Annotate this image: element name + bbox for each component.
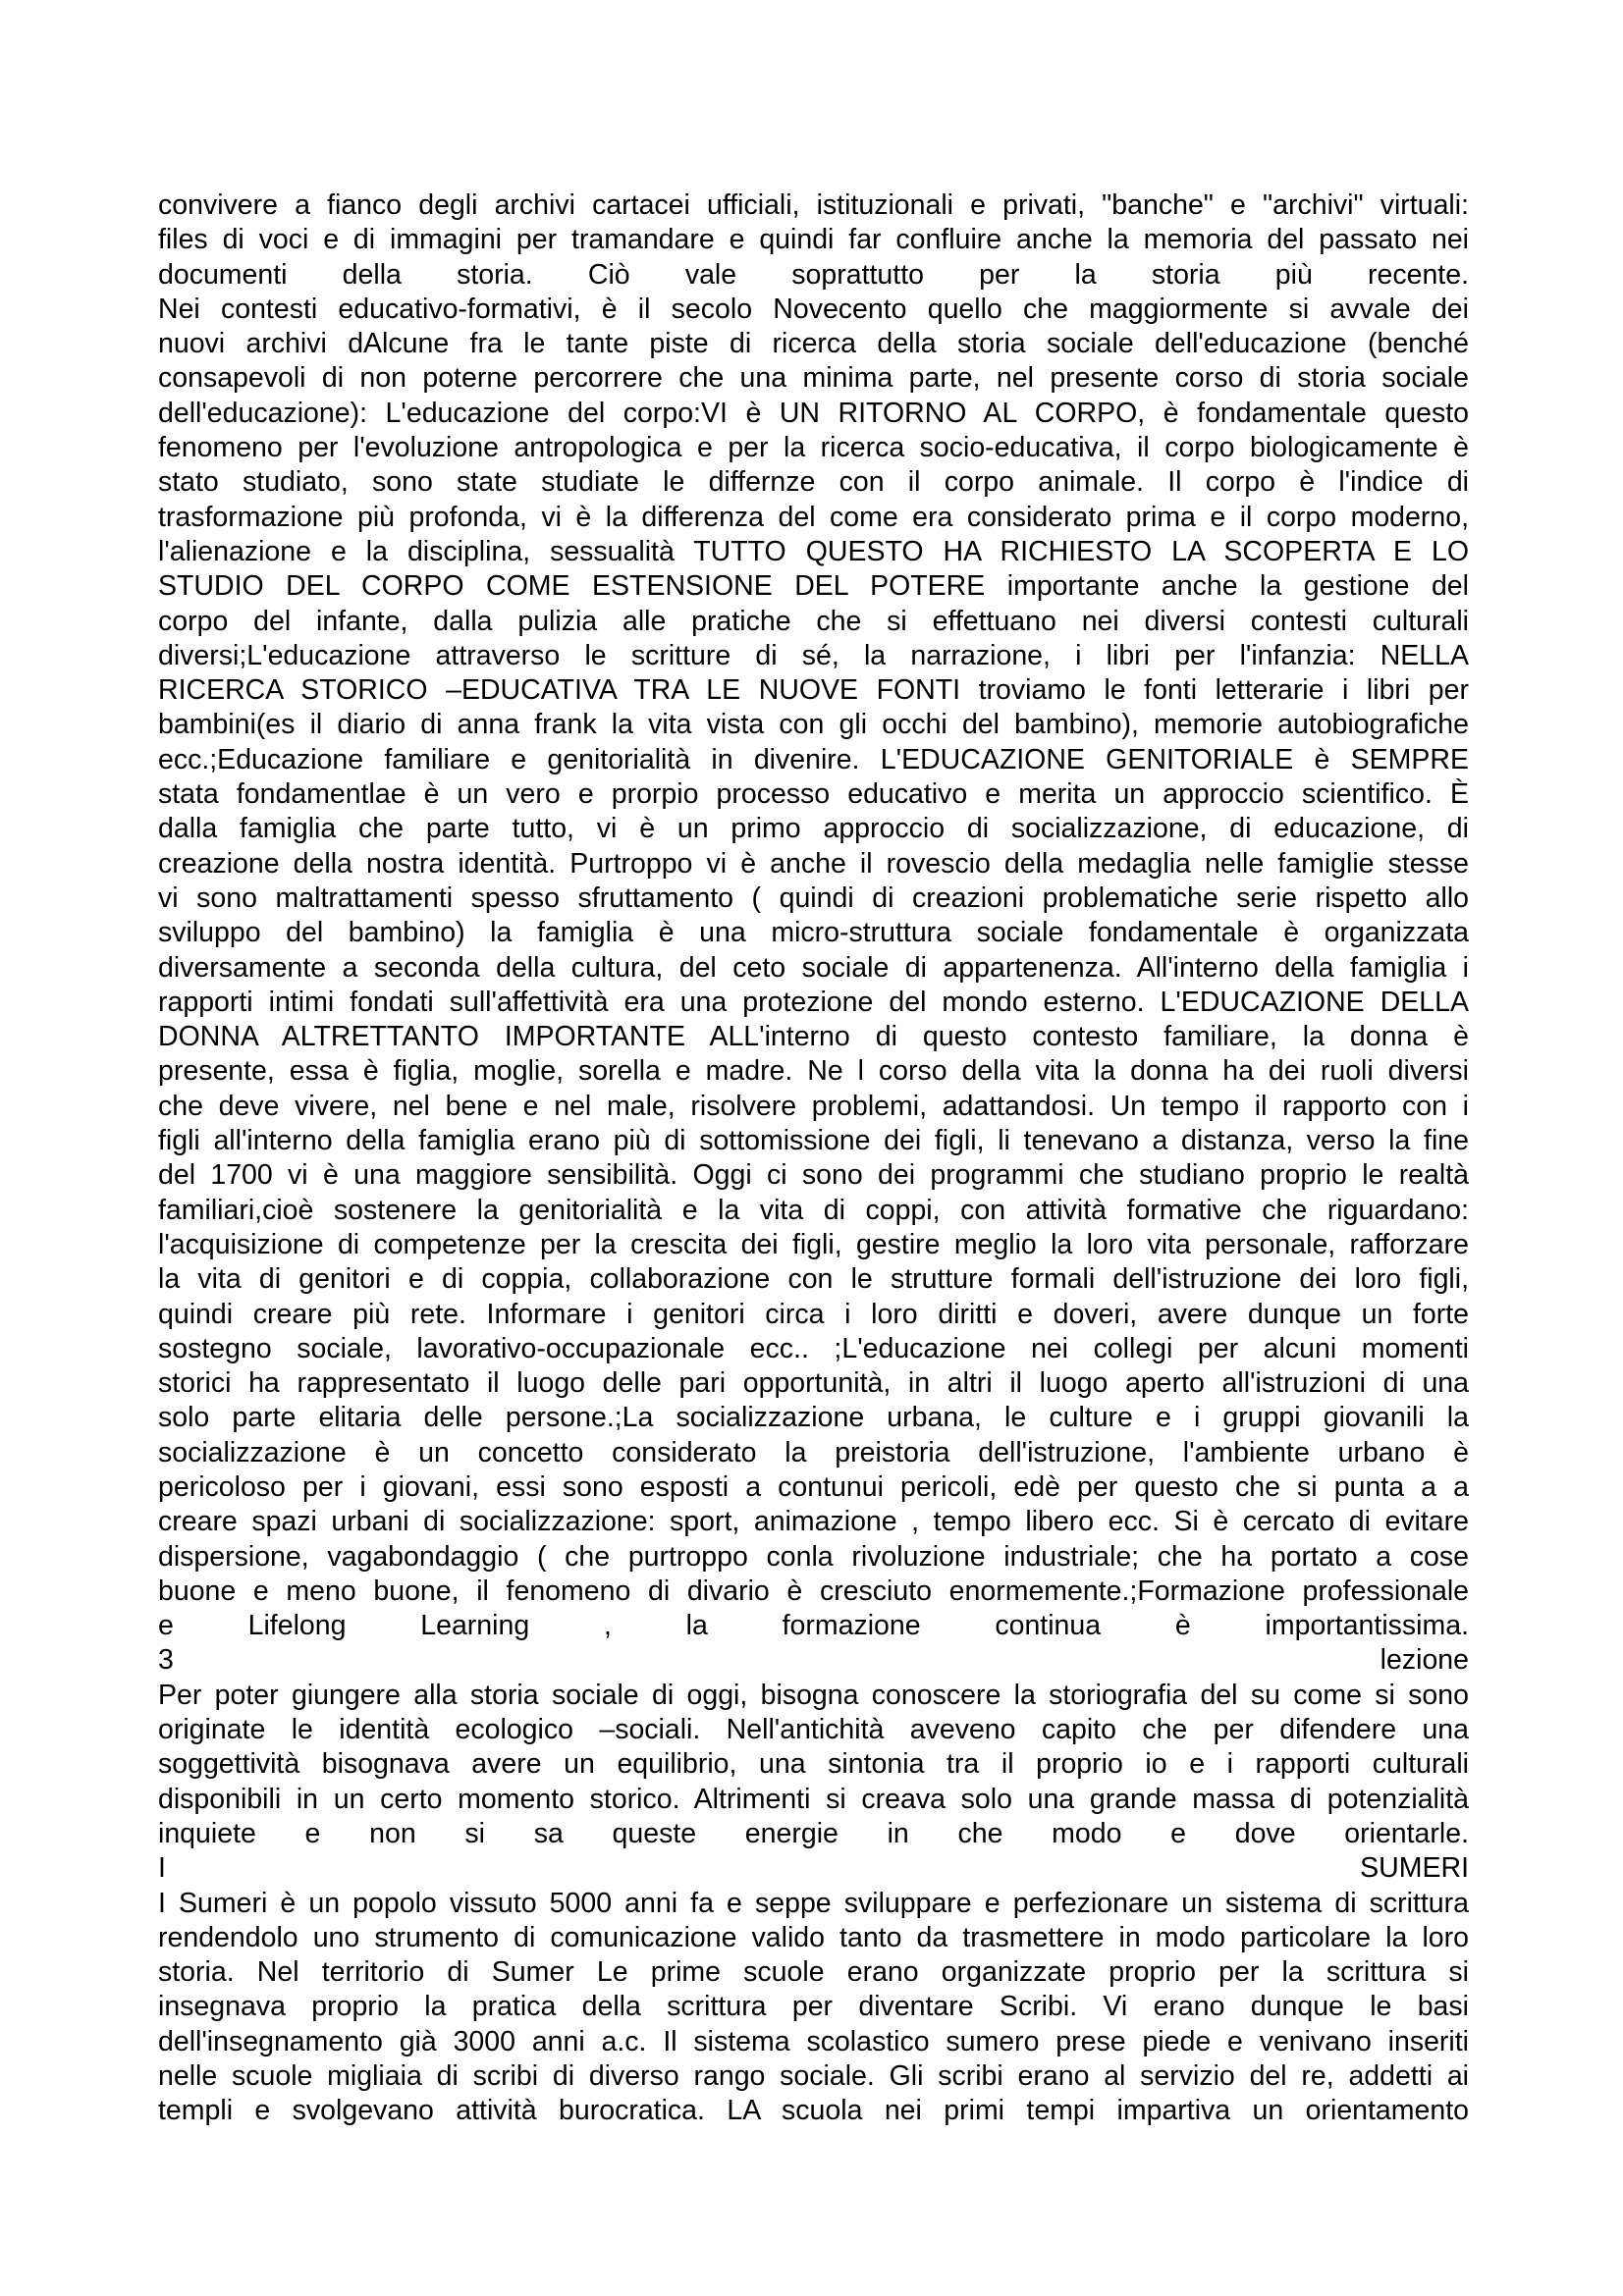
text-line: bambini(es il diario di anna frank la vita vista con gli occhi del bambino), memorie autobiografiche — [158, 709, 1469, 741]
text-line: del 1700 vi è una maggiore sensibilità. Oggi ci sono dei programmi che studiano proprio le realtà — [158, 1159, 1469, 1192]
text-line: storia. Nel territorio di Sumer Le prime scuole erano organizzate proprio per la scrittura si — [158, 1956, 1469, 1989]
text-line: I SUMERI — [158, 1852, 1469, 1885]
text-line: e Lifelong Learning , la formazione continua è importantissima. — [158, 1610, 1469, 1642]
text-line: stato studiato, sono state studiate le differnze con il corpo animale. Il corpo è l'indice di — [158, 466, 1469, 499]
text-line: STUDIO DEL CORPO COME ESTENSIONE DEL POTERE importante anche la gestione del — [158, 570, 1469, 603]
text-line: dispersione, vagabondaggio ( che purtroppo conla rivoluzione industriale; che ha portato a cose — [158, 1540, 1469, 1573]
text-line: nelle scuole migliaia di scribi di diverso rango sociale. Gli scribi erano al servizio del re, addetti ai — [158, 2060, 1469, 2093]
text-line: RICERCA STORICO –EDUCATIVA TRA LE NUOVE FONTI troviamo le fonti letterarie i libri per — [158, 674, 1469, 707]
text-line: vi sono maltrattamenti spesso sfruttamento ( quindi di creazioni problematiche serie rispetto allo — [158, 881, 1469, 914]
text-line: DONNA ALTRETTANTO IMPORTANTE ALL'interno di questo contesto familiare, la donna è — [158, 1021, 1469, 1053]
text-line: I Sumeri è un popolo vissuto 5000 anni fa e seppe sviluppare e perfezionare un sistema di scrittura — [158, 1887, 1469, 1919]
text-line: pericoloso per i giovani, essi sono esposti a contunui pericoli, edè per questo che si punta a a — [158, 1470, 1469, 1503]
text-line: nuovi archivi dAlcune fra le tante piste di ricerca della storia sociale dell'educazione (benché — [158, 328, 1469, 360]
text-line: dell'educazione): L'educazione del corpo:VI è UN RITORNO AL CORPO, è fondamentale questo — [158, 397, 1469, 429]
text-line: diversi;L'educazione attraverso le scritture di sé, la narrazione, i libri per l'infanzia: NELLA — [158, 639, 1469, 671]
text-line: fenomeno per l'evoluzione antropologica e per la ricerca socio-educativa, il corpo biologicamente è — [158, 432, 1469, 464]
text-line: convivere a fianco degli archivi cartacei ufficiali, istituzionali e privati, "banche" e "archivi" virtuali: — [158, 189, 1469, 221]
text-line: files di voci e di immagini per tramandare e quindi far confluire anche la memoria del passato nei — [158, 224, 1469, 256]
text-line: documenti della storia. Ciò vale soprattutto per la storia più recente. — [158, 258, 1469, 291]
text-line: dalla famiglia che parte tutto, vi è un primo approccio di socializzazione, di educazione, di — [158, 813, 1469, 845]
text-line: creazione della nostra identità. Purtroppo vi è anche il rovescio della medaglia nelle famiglie stesse — [158, 847, 1469, 880]
text-line: consapevoli di non poterne percorrere che una minima parte, nel presente corso di storia sociale — [158, 362, 1469, 395]
text-line: solo parte elitaria delle persone.;La socializzazione urbana, le culture e i gruppi giovanili la — [158, 1402, 1469, 1434]
text-line: la vita di genitori e di coppia, collaborazione con le strutture formali dell'istruzione dei loro figli, — [158, 1263, 1469, 1296]
text-line: trasformazione più profonda, vi è la differenza del come era considerato prima e il corpo moderno, — [158, 501, 1469, 533]
text-line: l'alienazione e la disciplina, sessualità TUTTO QUESTO HA RICHIESTO LA SCOPERTA E LO — [158, 535, 1469, 567]
text-line: familiari,cioè sostenere la genitorialità e la vita di coppi, con attività formative che riguardano: — [158, 1194, 1469, 1226]
text-line: quindi creare più rete. Informare i genitori circa i loro diritti e doveri, avere dunque un forte — [158, 1298, 1469, 1330]
text-line: stata fondamentlae è un vero e prorpio processo educativo e merita un approccio scientifico. È — [158, 778, 1469, 811]
text-line: templi e svolgevano attività burocratica. LA scuola nei primi tempi impartiva un orientamento — [158, 2095, 1469, 2127]
text-line: l'acquisizione di competenze per la crescita dei figli, gestire meglio la loro vita personale, rafforzare — [158, 1228, 1469, 1260]
body-text — [158, 188, 1469, 2129]
text-line: rapporti intimi fondati sull'affettività era una protezione del mondo esterno. L'EDUCAZIONE DELLA — [158, 986, 1469, 1018]
text-line: sostegno sociale, lavorativo-occupazionale ecc.. ;L'educazione nei collegi per alcuni momenti — [158, 1332, 1469, 1364]
text-line: presente, essa è figlia, moglie, sorella e madre. Ne l corso della vita la donna ha dei ruoli diversi — [158, 1055, 1469, 1088]
text-line: corpo del infante, dalla pulizia alle pratiche che si effettuano nei diversi contesti culturali — [158, 605, 1469, 637]
text-line: diversamente a seconda della cultura, del ceto sociale di appartenenza. All'interno della famiglia i — [158, 951, 1469, 984]
text-line: inquiete e non si sa queste energie in che modo e dove orientarle. — [158, 1817, 1469, 1849]
text-line: figli all'interno della famiglia erano più di sottomissione dei figli, li tenevano a distanza, verso la fine — [158, 1125, 1469, 1157]
text-line: creare spazi urbani di socializzazione: sport, animazione , tempo libero ecc. Si è cercato di evitare — [158, 1506, 1469, 1538]
text-line: disponibili in un certo momento storico. Altrimenti si creava solo una grande massa di potenzialità — [158, 1783, 1469, 1815]
text-line: Per poter giungere alla storia sociale di oggi, bisogna conoscere la storiografia del su come si sono — [158, 1679, 1469, 1711]
text-line: soggettività bisognava avere un equilibrio, una sintonia tra il proprio io e i rapporti culturali — [158, 1748, 1469, 1781]
text-line: Nei contesti educativo-formativi, è il secolo Novecento quello che maggiormente si avvale dei — [158, 293, 1469, 325]
text-line: insegnava proprio la pratica della scrittura per diventare Scribi. Vi erano dunque le basi — [158, 1991, 1469, 2023]
text-line: 3 lezione — [158, 1644, 1469, 1677]
text-line: rendendolo uno strumento di comunicazione valido tanto da trasmettere in modo particolare la loro — [158, 1921, 1469, 1953]
text-line: storici ha rappresentato il luogo delle pari opportunità, in altri il luogo aperto all'istruzioni di una — [158, 1367, 1469, 1400]
text-line: sviluppo del bambino) la famiglia è una micro-struttura sociale fondamentale è organizzata — [158, 917, 1469, 949]
text-line: buone e meno buone, il fenomeno di divario è cresciuto enormemente.;Formazione professionale — [158, 1575, 1469, 1607]
text-line: originate le identità ecologico –sociali. Nell'antichità aveveno capito che per difendere una — [158, 1714, 1469, 1746]
text-line: che deve vivere, nel bene e nel male, risolvere problemi, adattandosi. Un tempo il rapporto con i — [158, 1090, 1469, 1122]
text-line: socializzazione è un concetto considerato la preistoria dell'istruzione, l'ambiente urbano è — [158, 1436, 1469, 1468]
text-line: ecc.;Educazione familiare e genitorialità in divenire. L'EDUCAZIONE GENITORIALE è SEMPRE — [158, 743, 1469, 775]
text-line: dell'insegnamento già 3000 anni a.c. Il sistema scolastico sumero prese piede e venivano inseriti — [158, 2025, 1469, 2057]
